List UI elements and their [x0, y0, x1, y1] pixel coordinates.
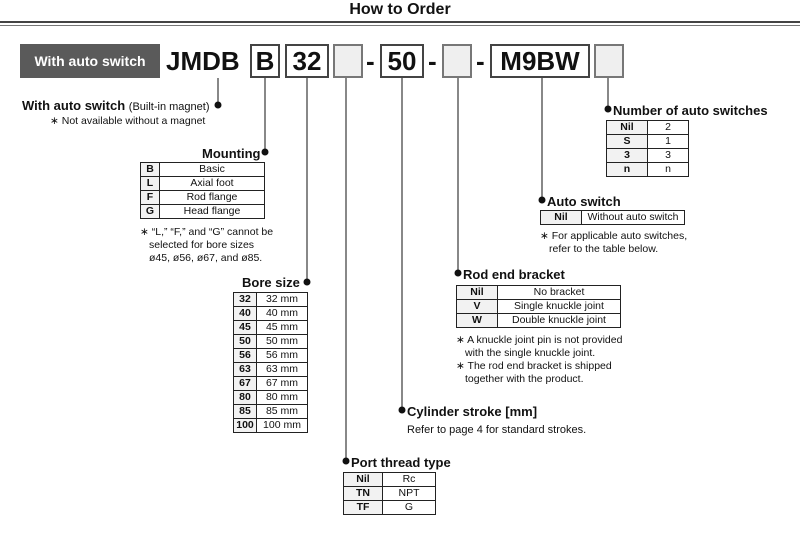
table-cell-desc: Single knuckle joint [498, 300, 621, 314]
num-switches-label: Number of auto switches [613, 103, 768, 118]
table-cell-code: n [607, 163, 648, 177]
table-row [541, 211, 685, 225]
table-row [607, 121, 689, 135]
table-cell-code: L [141, 177, 160, 191]
table-cell-code: B [141, 163, 160, 177]
note-bullet: ∗ [456, 334, 465, 346]
table-row [344, 473, 436, 487]
table-cell-desc: 32 mm [257, 293, 308, 307]
table-cell-desc: Head flange [160, 205, 265, 219]
rod-end-notes [456, 334, 622, 386]
table-cell-desc: Rc [383, 473, 436, 487]
with-auto-switch-note [50, 115, 205, 128]
bore-code-box: 32 [285, 44, 329, 78]
table-cell-code: 100 [234, 419, 257, 433]
table-cell-desc: n [648, 163, 689, 177]
auto-switch-label: Auto switch [547, 194, 621, 209]
table-cell-code: Nil [344, 473, 383, 487]
note-bullet: ∗ [140, 226, 149, 238]
with-auto-switch-label [22, 98, 209, 113]
rod-end-table [456, 285, 621, 328]
table-cell-desc: 45 mm [257, 321, 308, 335]
table-row [234, 419, 308, 433]
note-text: “L,” “F,” and “G” cannot be [151, 226, 274, 238]
table-cell-code: 63 [234, 363, 257, 377]
table-cell-code: W [457, 314, 498, 328]
table-row [344, 501, 436, 515]
code-dash: - [428, 46, 437, 76]
table-row [234, 363, 308, 377]
with-auto-switch-title: With auto switch [22, 98, 126, 113]
table-row [234, 349, 308, 363]
mounting-table [140, 162, 265, 219]
table-cell-desc: Axial foot [160, 177, 265, 191]
table-row [234, 321, 308, 335]
code-dash: - [476, 46, 485, 76]
table-row [457, 300, 621, 314]
table-row [457, 314, 621, 328]
note-text: together with the product. [465, 373, 584, 385]
table-cell-code: 32 [234, 293, 257, 307]
table-cell-desc: 1 [648, 135, 689, 149]
table-row [607, 163, 689, 177]
table-row [234, 391, 308, 405]
table-row [234, 293, 308, 307]
auto-switch-table [540, 210, 685, 225]
table-cell-code: TN [344, 487, 383, 501]
num-switches-table [606, 120, 689, 177]
note-text: For applicable auto switches, [551, 230, 688, 242]
table-cell-code: Nil [457, 286, 498, 300]
table-cell-code: V [457, 300, 498, 314]
table-row [141, 191, 265, 205]
page-title: How to Order [349, 1, 451, 18]
code-dash: - [366, 46, 375, 76]
table-row [234, 377, 308, 391]
table-cell-desc: 50 mm [257, 335, 308, 349]
note-bullet: ∗ [540, 230, 549, 242]
port-thread-table [343, 472, 436, 515]
table-cell-desc: 63 mm [257, 363, 308, 377]
cylinder-stroke-label: Cylinder stroke [mm] [407, 404, 538, 419]
table-cell-code: 50 [234, 335, 257, 349]
table-cell-code: 45 [234, 321, 257, 335]
table-cell-code: G [141, 205, 160, 219]
note-text: selected for bore sizes [149, 239, 255, 251]
table-cell-code: 40 [234, 307, 257, 321]
table-cell-code: 67 [234, 377, 257, 391]
table-row [141, 163, 265, 177]
table-cell-code: S [607, 135, 648, 149]
table-cell-code: 56 [234, 349, 257, 363]
rod-end-label: Rod end bracket [463, 267, 565, 282]
with-auto-switch-badge: With auto switch [20, 44, 160, 78]
mounting-code-box: B [250, 44, 280, 78]
table-cell-desc: 56 mm [257, 349, 308, 363]
cylinder-stroke-note: Refer to page 4 for standard strokes. [407, 424, 587, 436]
bore-size-label: Bore size [242, 275, 300, 290]
table-cell-code: Nil [541, 211, 582, 225]
table-cell-code: Nil [607, 121, 648, 135]
table-cell-desc: 3 [648, 149, 689, 163]
table-cell-desc: 40 mm [257, 307, 308, 321]
mounting-note [140, 226, 273, 265]
bore-size-table [233, 292, 308, 433]
table-cell-desc: No bracket [498, 286, 621, 300]
switch-code-box: M9BW [490, 44, 590, 78]
table-cell-desc: 67 mm [257, 377, 308, 391]
table-row [607, 135, 689, 149]
table-cell-desc: NPT [383, 487, 436, 501]
table-row [234, 405, 308, 419]
table-row [234, 307, 308, 321]
table-cell-desc: 80 mm [257, 391, 308, 405]
table-cell-desc: G [383, 501, 436, 515]
table-row [141, 205, 265, 219]
note-text: The rod end bracket is shipped [467, 360, 612, 372]
table-row [457, 286, 621, 300]
table-cell-desc: Without auto switch [582, 211, 685, 225]
mounting-label: Mounting [202, 146, 261, 161]
table-cell-code: TF [344, 501, 383, 515]
table-cell-code: F [141, 191, 160, 205]
port-thread-label: Port thread type [351, 455, 451, 470]
table-cell-code: 80 [234, 391, 257, 405]
auto-switch-note [540, 230, 687, 256]
note-bullet: ∗ [456, 360, 465, 372]
note-bullet: ∗ [50, 115, 59, 127]
table-row [141, 177, 265, 191]
stroke-code-box: 50 [380, 44, 424, 78]
table-row [344, 487, 436, 501]
table-cell-desc: 100 mm [257, 419, 308, 433]
model-prefix: JMDB [166, 46, 240, 76]
note-text: with the single knuckle joint. [465, 347, 596, 359]
table-cell-desc: 2 [648, 121, 689, 135]
table-cell-code: 3 [607, 149, 648, 163]
table-cell-desc: 85 mm [257, 405, 308, 419]
note-text: ø45, ø56, ø67, and ø85. [149, 252, 263, 264]
table-cell-code: 85 [234, 405, 257, 419]
note-text: refer to the table below. [549, 243, 659, 255]
note-text: A knuckle joint pin is not provided [467, 334, 623, 346]
with-auto-switch-sub: (Built-in magnet) [128, 101, 210, 113]
table-cell-desc: Rod flange [160, 191, 265, 205]
table-cell-desc: Double knuckle joint [498, 314, 621, 328]
table-row [234, 335, 308, 349]
table-cell-desc: Basic [160, 163, 265, 177]
table-row [607, 149, 689, 163]
note-text: Not available without a magnet [61, 115, 206, 127]
